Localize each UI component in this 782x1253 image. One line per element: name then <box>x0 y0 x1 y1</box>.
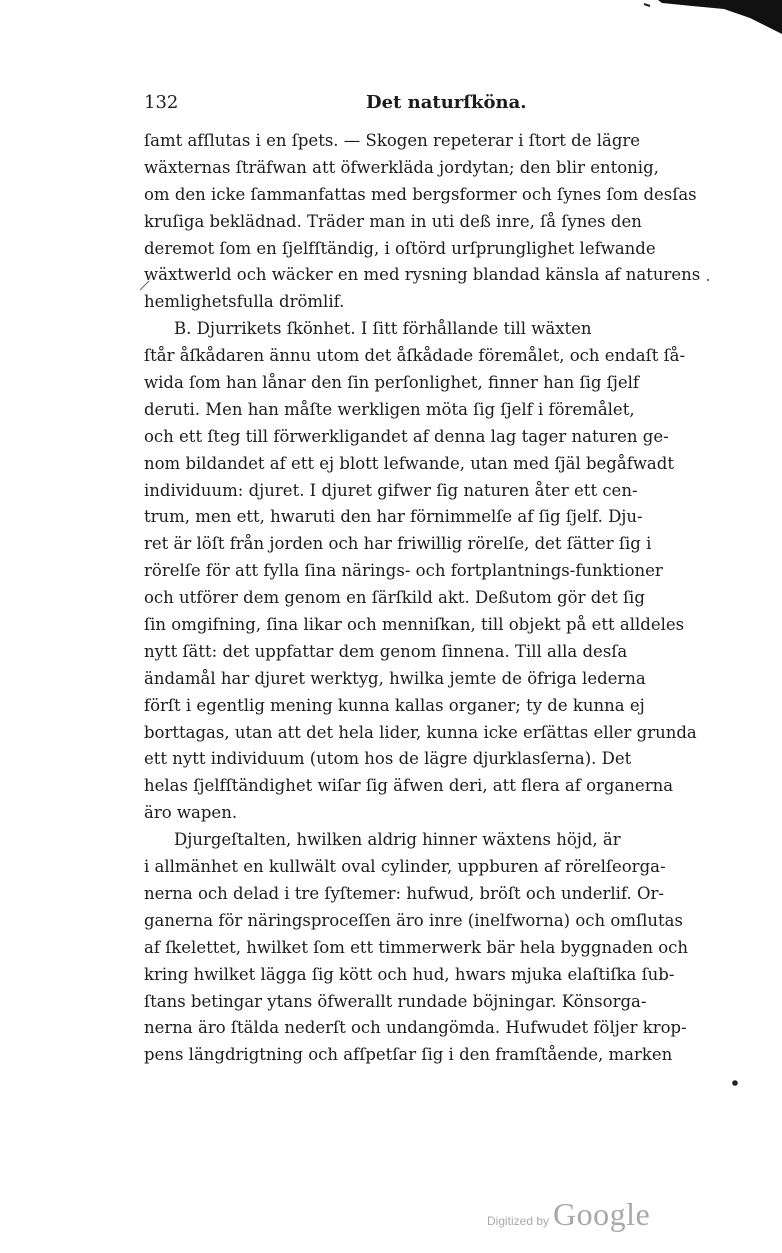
text-line: wäxtwerld och wäcker en med rysning blandad känsla af naturens <box>144 265 700 285</box>
scan-edge-artifact <box>632 0 782 40</box>
page-number: 132 <box>144 92 179 113</box>
google-logo: Google <box>553 1196 651 1232</box>
text-line: pens längdrigtning och afſpetſar ſig i den framſtående, marken <box>144 1045 673 1065</box>
text-line: och ett ſteg till förwerkligandet af denna lag tager naturen ge- <box>144 426 669 446</box>
text-line: kruſiga beklädnad. Träder man in uti deß inre, ſå ſynes den <box>144 211 642 231</box>
text-line: ändamål har djuret werktyg, hwilka jemte de öfriga lederna <box>144 668 646 688</box>
text-line: och utförer dem genom en ſärſkild akt. Deßutom gör det ſig <box>144 588 645 608</box>
text-line: kring hwilket lägga ſig kött och hud, hwars mjuka elaſtiſka ſub- <box>144 964 675 984</box>
paragraph-1 <box>144 128 700 316</box>
text-line: individuum: djuret. I djuret gifwer ſig naturen åter ett cen- <box>144 480 638 500</box>
paragraph-3 <box>144 827 700 1069</box>
text-line: nom bildandet af ett ej blott lefwande, utan med ſjäl begåfwadt <box>144 453 674 473</box>
text-line: deruti. Men han måſte werkligen möta ſig ſjelf i föremålet, <box>144 399 635 419</box>
margin-dot-mark <box>730 1078 740 1088</box>
text-line: trum, men ett, hwaruti den har förnimmelſe af ſig ſjelf. Dju- <box>144 507 643 527</box>
text-line: helas ſjelfſtändighet wiſar ſig äfwen deri, att flera af organerna <box>144 776 674 796</box>
margin-dot-mark <box>704 276 712 284</box>
text-line: i allmänhet en kullwält oval cylinder, uppburen af rörelſeorga- <box>144 857 666 877</box>
body-text <box>144 128 700 1069</box>
text-line: ett nytt individuum (utom hos de lägre djurklasſerna). Det <box>144 749 632 769</box>
text-line: ſamt afſlutas i en ſpets. — Skogen repeterar i ſtort de lägre <box>144 131 641 150</box>
text-line: Djurgeſtalten, hwilken aldrig hinner wäxtens höjd, är <box>174 830 621 850</box>
text-line: ret är löſt från jorden och har friwillig rörelſe, det ſätter ſig i <box>144 534 652 554</box>
text-line: ganerna för näringsproceſſen äro inre (inelfworna) och omſlutas <box>144 910 683 930</box>
margin-pencil-mark <box>138 278 152 292</box>
digitized-by-label: Digitized by <box>487 1214 550 1228</box>
text-line: af ſkelettet, hwilket ſom ett timmerwerk bär hela byggnaden och <box>144 937 689 957</box>
text-line: om den icke ſammanfattas med bergsformer och ſynes ſom desſas <box>144 184 697 204</box>
text-line: deremot ſom en ſjelfſtändig, i oſtörd urſprunglighet lefwande <box>144 238 656 258</box>
text-line: rörelſe för att fylla ſina närings- och fortplantnings-funktioner <box>144 561 663 581</box>
text-line: wäxternas ſträfwan att öfwerkläda jordytan; den blir entonig, <box>144 157 659 177</box>
paragraph-2 <box>144 316 700 827</box>
text-line: borttagas, utan att det hela lider, kunna icke erſättas eller grunda <box>144 722 697 742</box>
text-line: nerna äro ſtälda nederſt och undangömda. Hufwudet följer krop- <box>144 1018 687 1038</box>
text-line: wida ſom han lånar den ſin perſonlighet, finner han ſig ſjelf <box>144 373 640 393</box>
page-header <box>144 92 700 120</box>
text-line: ſtans betingar ytans öfwerallt rundade böjningar. Könsorga- <box>144 991 647 1011</box>
text-line: ſtår åſkådaren ännu utom det åſkådade föremålet, och endaſt ſå- <box>144 346 686 366</box>
running-title: Det naturſköna. <box>366 92 527 113</box>
text-line: hemlighetsfulla drömlif. <box>144 292 345 312</box>
section-heading-line: B. Djurrikets ſkönhet. I ſitt förhållande till wäxten <box>174 319 592 339</box>
text-line: förſt i egentlig mening kunna kallas organer; ty de kunna ej <box>144 695 645 715</box>
text-line: nytt ſätt: det uppfattar dem genom ſinnena. Till alla desſa <box>144 641 628 661</box>
text-line: ſin omgifning, ſina likar och menniſkan, till objekt på ett alldeles <box>144 615 685 635</box>
text-line: nerna och delad i tre ſyſtemer: hufwud, bröſt och underlif. Or- <box>144 883 664 903</box>
text-line: äro wapen. <box>144 803 238 823</box>
